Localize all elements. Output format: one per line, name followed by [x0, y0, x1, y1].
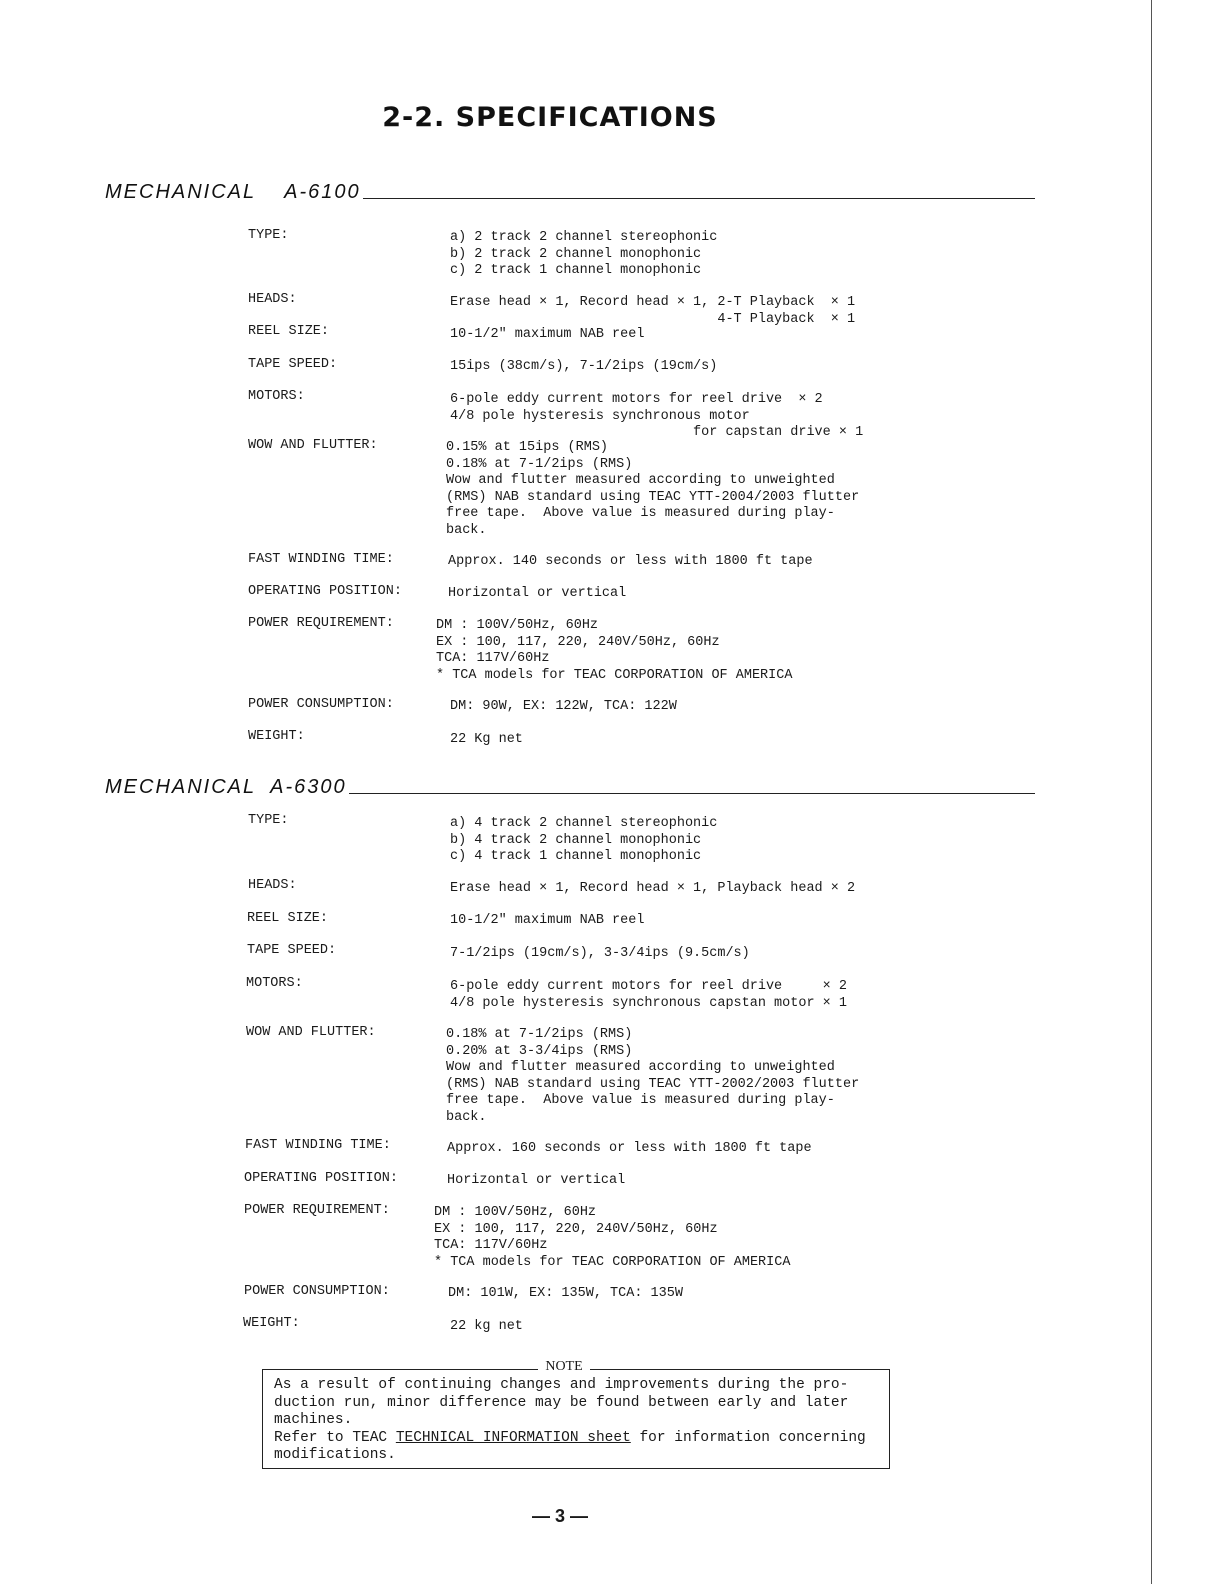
- spec-value: Erase head × 1, Record head × 1, 2-T Playback × 1 4-T Playback × 1: [450, 295, 856, 327]
- spec-value: 0.18% at 7-1/2ips (RMS) 0.20% at 3-3/4ips (RMS) Wow and flutter measured according to unweighted (RMS) NAB standard using TEAC YTT-2002/2003 flutter free tape. Above value is measured during play- back.: [446, 1027, 860, 1125]
- spec-value: 22 Kg net: [450, 732, 523, 747]
- note-title: NOTE: [538, 1359, 590, 1375]
- section-rule: [363, 198, 1035, 199]
- spec-value: Horizontal or vertical: [447, 1173, 626, 1188]
- spec-value: a) 2 track 2 channel stereophonic b) 2 track 2 channel monophonic c) 2 track 1 channel monophonic: [450, 230, 718, 278]
- spec-key: WEIGHT:: [248, 729, 305, 744]
- spec-value: Horizontal or vertical: [448, 586, 627, 601]
- spec-value: 10-1/2" maximum NAB reel: [450, 913, 645, 928]
- spec-key: OPERATING POSITION:: [244, 1171, 398, 1186]
- spec-value: 22 kg net: [450, 1319, 523, 1334]
- spec-key: POWER CONSUMPTION:: [244, 1284, 390, 1299]
- spec-key: POWER REQUIREMENT:: [244, 1203, 390, 1218]
- spec-key: REEL SIZE:: [247, 911, 329, 926]
- spec-key: WOW AND FLUTTER:: [246, 1025, 376, 1040]
- spec-value: 15ips (38cm/s), 7-1/2ips (19cm/s): [450, 359, 718, 374]
- page-title: 2-2. SPECIFICATIONS: [382, 102, 718, 133]
- spec-key: POWER CONSUMPTION:: [248, 697, 394, 712]
- page-number: — 3 —: [531, 1506, 588, 1526]
- section-label: MECHANICAL: [105, 181, 257, 203]
- spec-value: a) 4 track 2 channel stereophonic b) 4 track 2 channel monophonic c) 4 track 1 channel monophonic: [450, 816, 718, 864]
- spec-value: 6-pole eddy current motors for reel drive × 2 4/8 pole hysteresis synchronous motor for capstan drive × 1: [450, 392, 864, 440]
- spec-key: OPERATING POSITION:: [248, 584, 402, 599]
- spec-value: DM: 101W, EX: 135W, TCA: 135W: [448, 1286, 683, 1301]
- note-text-end: for information concerning modifications.: [274, 1429, 866, 1463]
- section-label: MECHANICAL: [105, 776, 257, 798]
- spec-value: 7-1/2ips (19cm/s), 3-3/4ips (9.5cm/s): [450, 946, 750, 961]
- spec-value: DM: 90W, EX: 122W, TCA: 122W: [450, 699, 677, 714]
- spec-value: 0.15% at 15ips (RMS) 0.18% at 7-1/2ips (RMS) Wow and flutter measured according to unweighted (RMS) NAB standard using TEAC YTT-2004/2003 flutter free tape. Above value is measured during play- back.: [446, 440, 860, 538]
- page-edge-line: [1151, 0, 1152, 1584]
- spec-key: TYPE:: [248, 228, 289, 243]
- note-text-body: As a result of continuing changes and improvements during the pro- duction run, minor difference may be found between early and later machines. Refer to TEAC: [274, 1377, 849, 1446]
- spec-key: MOTORS:: [246, 976, 303, 991]
- spec-value: Approx. 160 seconds or less with 1800 ft tape: [447, 1141, 812, 1156]
- spec-value: DM : 100V/50Hz, 60Hz EX : 100, 117, 220, 240V/50Hz, 60Hz TCA: 117V/60Hz * TCA models for TEAC CORPORATION OF AMERICA: [434, 1205, 791, 1270]
- spec-key: HEADS:: [248, 878, 297, 893]
- spec-key: FAST WINDING TIME:: [245, 1138, 391, 1153]
- spec-key: TAPE SPEED:: [248, 357, 338, 372]
- spec-value: 10-1/2" maximum NAB reel: [450, 327, 645, 342]
- spec-value: Approx. 140 seconds or less with 1800 ft tape: [448, 554, 813, 569]
- section-heading-a6100: [105, 178, 1035, 204]
- section-model: A-6100: [284, 181, 361, 203]
- spec-key: WOW AND FLUTTER:: [248, 438, 378, 453]
- section-model: A-6300: [270, 776, 347, 798]
- spec-value: DM : 100V/50Hz, 60Hz EX : 100, 117, 220, 240V/50Hz, 60Hz TCA: 117V/60Hz * TCA models for TEAC CORPORATION OF AMERICA: [436, 618, 793, 683]
- section-rule: [349, 793, 1035, 794]
- section-heading-a6300: [105, 773, 1035, 799]
- note-technical-info-reference: TECHNICAL INFORMATION sheet: [395, 1429, 631, 1446]
- spec-value: 6-pole eddy current motors for reel drive × 2 4/8 pole hysteresis synchronous capstan motor × 1: [450, 979, 847, 1011]
- spec-key: WEIGHT:: [243, 1316, 300, 1331]
- spec-key: FAST WINDING TIME:: [248, 552, 394, 567]
- spec-key: POWER REQUIREMENT:: [248, 616, 394, 631]
- note-text: [274, 1377, 886, 1465]
- spec-key: TAPE SPEED:: [247, 943, 337, 958]
- spec-key: HEADS:: [248, 292, 297, 307]
- spec-key: REEL SIZE:: [248, 324, 330, 339]
- spec-value: Erase head × 1, Record head × 1, Playback head × 2: [450, 881, 856, 896]
- spec-key: MOTORS:: [248, 389, 305, 404]
- spec-key: TYPE:: [248, 813, 289, 828]
